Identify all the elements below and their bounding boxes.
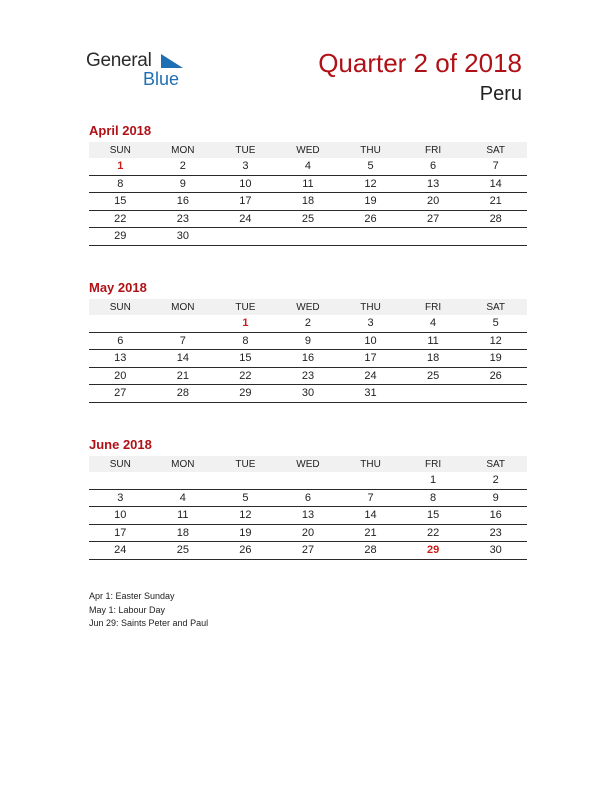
week-row [89,228,527,246]
day-cell: 3 [339,315,402,332]
logo-general-text: General [86,50,152,71]
weekday-header: SAT [464,142,527,158]
day-cell: 27 [89,385,152,403]
day-cell: 14 [339,507,402,525]
day-cell: 15 [89,193,152,211]
day-cell: 9 [277,332,340,350]
day-cell: 12 [339,175,402,193]
week-row [89,489,527,507]
day-cell: 9 [464,489,527,507]
holiday-notes [89,590,208,631]
day-cell: 3 [89,489,152,507]
day-cell: 24 [89,542,152,560]
day-cell: 27 [277,542,340,560]
weekday-header: MON [152,142,215,158]
week-row [89,315,527,332]
day-cell: 4 [277,158,340,175]
empty-day-cell [214,228,277,246]
day-cell: 16 [464,507,527,525]
day-cell: 1 [89,158,152,175]
empty-day-cell [89,472,152,489]
day-cell: 11 [277,175,340,193]
day-cell: 7 [464,158,527,175]
day-cell: 18 [402,350,465,368]
day-cell: 12 [214,507,277,525]
day-cell: 6 [89,332,152,350]
day-cell: 9 [152,175,215,193]
country-name: Peru [479,83,522,105]
weekday-header-row [89,142,527,158]
week-row [89,210,527,228]
day-cell: 15 [214,350,277,368]
weekday-header: MON [152,456,215,472]
day-cell: 28 [464,210,527,228]
weekday-header: SUN [89,142,152,158]
day-cell: 20 [402,193,465,211]
month-title: June 2018 [89,437,152,452]
empty-day-cell [339,228,402,246]
generalblue-logo [86,50,196,90]
day-cell: 11 [152,507,215,525]
day-cell: 29 [402,542,465,560]
day-cell: 20 [277,524,340,542]
week-row [89,542,527,560]
calendar-table [89,299,527,403]
day-cell: 10 [89,507,152,525]
day-cell: 26 [339,210,402,228]
day-cell: 21 [152,367,215,385]
day-cell: 30 [464,542,527,560]
day-cell: 5 [339,158,402,175]
month-block-june [89,437,527,560]
day-cell: 4 [402,315,465,332]
day-cell: 1 [402,472,465,489]
day-cell: 23 [464,524,527,542]
day-cell: 17 [214,193,277,211]
day-cell: 15 [402,507,465,525]
week-row [89,193,527,211]
empty-day-cell [402,228,465,246]
week-row [89,524,527,542]
week-row [89,175,527,193]
empty-day-cell [464,228,527,246]
day-cell: 19 [464,350,527,368]
week-row [89,385,527,403]
day-cell: 31 [339,385,402,403]
empty-day-cell [277,228,340,246]
month-block-april [89,123,527,246]
weekday-header: MON [152,299,215,315]
weekday-header: THU [339,456,402,472]
day-cell: 16 [277,350,340,368]
empty-day-cell [89,315,152,332]
week-row [89,472,527,489]
month-title: May 2018 [89,280,147,295]
day-cell: 13 [89,350,152,368]
day-cell: 25 [152,542,215,560]
month-title: April 2018 [89,123,152,138]
day-cell: 26 [464,367,527,385]
weekday-header: SUN [89,456,152,472]
day-cell: 5 [464,315,527,332]
day-cell: 7 [152,332,215,350]
day-cell: 22 [402,524,465,542]
calendar-table [89,456,527,560]
day-cell: 14 [464,175,527,193]
empty-day-cell [214,472,277,489]
weekday-header: SAT [464,299,527,315]
day-cell: 22 [89,210,152,228]
day-cell: 28 [152,385,215,403]
weekday-header: FRI [402,142,465,158]
day-cell: 3 [214,158,277,175]
day-cell: 26 [214,542,277,560]
weekday-header: FRI [402,299,465,315]
week-row [89,367,527,385]
day-cell: 17 [339,350,402,368]
day-cell: 14 [152,350,215,368]
day-cell: 12 [464,332,527,350]
day-cell: 17 [89,524,152,542]
day-cell: 27 [402,210,465,228]
empty-day-cell [152,472,215,489]
day-cell: 25 [402,367,465,385]
day-cell: 25 [277,210,340,228]
day-cell: 8 [214,332,277,350]
weekday-header: WED [277,456,340,472]
empty-day-cell [402,385,465,403]
weekday-header-row [89,299,527,315]
day-cell: 23 [277,367,340,385]
day-cell: 8 [402,489,465,507]
day-cell: 24 [339,367,402,385]
week-row [89,332,527,350]
day-cell: 18 [277,193,340,211]
week-row [89,158,527,175]
day-cell: 21 [464,193,527,211]
day-cell: 6 [277,489,340,507]
week-row [89,507,527,525]
weekday-header: WED [277,142,340,158]
logo-blue-text: Blue [143,69,180,89]
empty-day-cell [339,472,402,489]
day-cell: 2 [277,315,340,332]
day-cell: 30 [277,385,340,403]
day-cell: 6 [402,158,465,175]
weekday-header: WED [277,299,340,315]
calendar-table [89,142,527,246]
empty-day-cell [277,472,340,489]
day-cell: 20 [89,367,152,385]
week-row [89,350,527,368]
weekday-header: FRI [402,456,465,472]
day-cell: 19 [339,193,402,211]
weekday-header: TUE [214,142,277,158]
day-cell: 8 [89,175,152,193]
day-cell: 2 [464,472,527,489]
day-cell: 10 [339,332,402,350]
day-cell: 22 [214,367,277,385]
day-cell: 1 [214,315,277,332]
weekday-header: SAT [464,456,527,472]
weekday-header: SUN [89,299,152,315]
holiday-note: May 1: Labour Day [89,604,166,615]
day-cell: 2 [152,158,215,175]
day-cell: 30 [152,228,215,246]
weekday-header-row [89,456,527,472]
weekday-header: TUE [214,299,277,315]
day-cell: 28 [339,542,402,560]
day-cell: 13 [402,175,465,193]
day-cell: 7 [339,489,402,507]
day-cell: 24 [214,210,277,228]
day-cell: 21 [339,524,402,542]
holiday-note: Apr 1: Easter Sunday [89,591,175,601]
page-title: Quarter 2 of 2018 [318,48,522,78]
day-cell: 23 [152,210,215,228]
holiday-note: Jun 29: Saints Peter and Paul [89,618,209,628]
day-cell: 5 [214,489,277,507]
weekday-header: TUE [214,456,277,472]
empty-day-cell [464,385,527,403]
weekday-header: THU [339,142,402,158]
day-cell: 13 [277,507,340,525]
day-cell: 10 [214,175,277,193]
day-cell: 16 [152,193,215,211]
empty-day-cell [152,315,215,332]
day-cell: 29 [214,385,277,403]
day-cell: 18 [152,524,215,542]
month-block-may [89,280,527,403]
day-cell: 11 [402,332,465,350]
day-cell: 29 [89,228,152,246]
day-cell: 4 [152,489,215,507]
day-cell: 19 [214,524,277,542]
weekday-header: THU [339,299,402,315]
